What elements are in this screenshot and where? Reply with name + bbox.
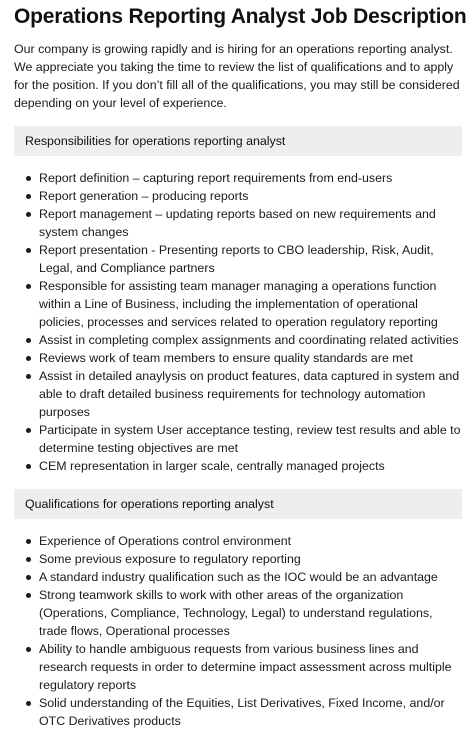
responsibility-item-text: Reviews work of team members to ensure quality standards are met [39,351,413,365]
bullet-icon [26,176,31,181]
qualification-item-text: Ability to handle ambiguous requests from various business lines and research requests in order to determine impact assessment across multiple regulatory reports [39,642,452,692]
bullet-icon [26,557,31,562]
qualification-item-text: Strong teamwork skills to work with other areas of the organization (Operations, Compliance, Technology, Legal) to understand regulations, trade flows, Operational processes [39,588,433,638]
responsibility-item [14,169,462,187]
qualification-item [14,640,462,694]
responsibilities-heading: Responsibilities for operations reporting analyst [14,126,462,156]
bullet-icon [26,701,31,706]
bullet-icon [26,194,31,199]
responsibility-item-text: Report definition – capturing report requirements from end-users [39,171,393,185]
responsibility-item [14,349,462,367]
bullet-icon [26,647,31,652]
responsibility-item-text: Participate in system User acceptance testing, review test results and able to determine testing objectives are met [39,423,461,455]
bullet-icon [26,428,31,433]
responsibility-item [14,241,462,277]
bullet-icon [26,539,31,544]
responsibility-item [14,205,462,241]
qualification-item [14,550,462,568]
qualification-item-text: Experience of Operations control environment [39,534,292,548]
bullet-icon [26,284,31,289]
bullet-icon [26,248,31,253]
qualification-item [14,694,462,730]
responsibility-item [14,367,462,421]
responsibility-item-text: Responsible for assisting team manager managing a operations function within a Line of Business, including the implementation of operational policies, processes and services related to operation regulatory reporting [39,279,438,329]
bullet-icon [26,212,31,217]
bullet-icon [26,575,31,580]
responsibility-item-text: Report management – updating reports based on new requirements and system changes [39,207,436,239]
responsibilities-list [14,169,462,475]
responsibility-item-text: CEM representation in larger scale, centrally managed projects [39,459,385,473]
qualifications-heading: Qualifications for operations reporting analyst [14,489,462,519]
responsibility-item [14,421,462,457]
responsibility-item [14,457,462,475]
intro-paragraph: Our company is growing rapidly and is hiring for an operations reporting analyst. We appreciate you taking the time to review the list of qualifications and to apply for the position. If you don’t fill all of the qualifications, you may still be considered depending on your level of experience. [14,42,460,110]
bullet-icon [26,338,31,343]
responsibility-item [14,331,462,349]
bullet-icon [26,464,31,469]
bullet-icon [26,593,31,598]
bullet-icon [26,356,31,361]
qualification-item-text: Solid understanding of the Equities, List Derivatives, Fixed Income, and/or OTC Derivatives products [39,696,445,728]
bullet-icon [26,374,31,379]
qualification-item [14,568,462,586]
responsibility-item-text: Report generation – producing reports [39,189,249,203]
responsibility-item-text: Report presentation - Presenting reports to CBO leadership, Risk, Audit, Legal, and Compliance partners [39,243,434,275]
qualifications-list [14,532,462,730]
responsibility-item-text: Assist in completing complex assignments and coordinating related activities [39,333,459,347]
responsibility-item-text: Assist in detailed anaylysis on product features, data captured in system and able to draft detailed business requirements for technology automation purposes [39,369,460,419]
qualification-item [14,586,462,640]
page-title: Operations Reporting Analyst Job Description [14,5,467,28]
qualification-item-text: A standard industry qualification such as the IOC would be an advantage [39,570,438,584]
responsibility-item [14,187,462,205]
qualification-item-text: Some previous exposure to regulatory reporting [39,552,301,566]
responsibility-item [14,277,462,331]
qualification-item [14,532,462,550]
